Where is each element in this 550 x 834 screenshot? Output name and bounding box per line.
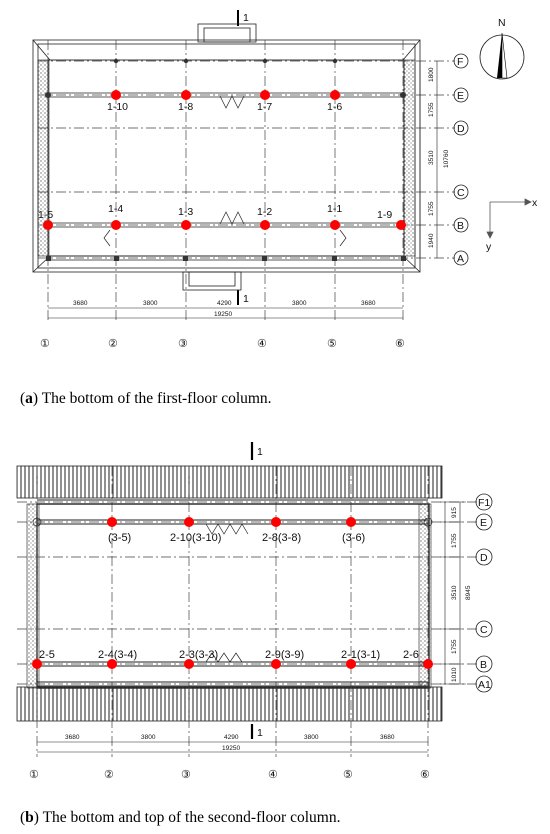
dim-right-2: 1755 <box>428 102 435 117</box>
section-mark-bottom-label: 1 <box>243 293 249 305</box>
measurement-points-first-floor <box>43 90 406 230</box>
section-mark-bottom-label: 1 <box>257 727 263 739</box>
label-2-4: 2-4(3-4) <box>98 649 138 661</box>
dim-right-4: 1755 <box>451 639 458 654</box>
label-2-1: 2-1(3-1) <box>341 649 381 661</box>
grid-label-A: A <box>457 253 465 265</box>
grid-label-F1: F1 <box>478 497 491 509</box>
point-1-4 <box>111 220 121 230</box>
second-floor-plan-drawing <box>0 432 550 812</box>
grid-number-3: ③ <box>181 769 191 781</box>
north-arrow-icon <box>480 33 524 79</box>
point-labels-second-floor <box>39 532 419 661</box>
span-3: 4290 <box>217 300 232 307</box>
label-1-6: 1-6 <box>327 101 343 113</box>
label-1-8: 1-8 <box>178 101 194 113</box>
grid-label-D: D <box>457 123 465 135</box>
label-1-5: 1-5 <box>38 209 54 221</box>
grid-number-6: ⑥ <box>395 338 405 350</box>
dim-right-1: 915 <box>451 507 458 518</box>
grid-number-5: ⑤ <box>327 338 337 350</box>
point-2-6 <box>423 659 433 669</box>
caption-a: (a) The bottom of the first-floor column. <box>20 390 272 407</box>
grid-number-4: ④ <box>257 338 267 350</box>
dim-right-1: 1800 <box>428 67 435 82</box>
span-2: 3800 <box>141 734 156 741</box>
grid-label-B: B <box>457 220 465 232</box>
span-5: 3680 <box>361 300 376 307</box>
label-2-9: 2-9(3-9) <box>265 649 305 661</box>
grid-label-D: D <box>480 552 488 564</box>
grid-number-4: ④ <box>268 769 278 781</box>
span-1: 3680 <box>65 734 80 741</box>
label-2-3: 2-3(3-3) <box>179 649 219 661</box>
section-mark-top-label: 1 <box>257 446 263 458</box>
grid-number-6: ⑥ <box>420 769 430 781</box>
vertical-grid-lines <box>48 40 403 320</box>
point-1-10 <box>111 90 121 100</box>
door-swings <box>206 524 248 662</box>
point-1-5 <box>43 220 53 230</box>
grid-label-E: E <box>457 90 465 102</box>
grid-label-B: B <box>480 659 488 671</box>
horizontal-grid-lines <box>38 61 455 258</box>
beams <box>48 93 403 260</box>
dim-right-5: 1940 <box>428 233 435 248</box>
point-1-3 <box>181 220 191 230</box>
point-1-8 <box>181 90 191 100</box>
dim-right-total: 10760 <box>443 149 450 168</box>
label-1-3: 1-3 <box>178 206 194 218</box>
label-1-4: 1-4 <box>108 203 124 215</box>
dim-right-5: 1010 <box>451 667 458 682</box>
dim-right-4: 1755 <box>428 201 435 216</box>
span-4: 3800 <box>292 300 307 307</box>
point-1-7 <box>260 90 270 100</box>
south-porch <box>183 272 241 290</box>
roof-tiles-south <box>17 687 442 721</box>
point-1-6 <box>330 90 340 100</box>
point-3-6 <box>346 517 356 527</box>
span-1: 3680 <box>73 300 88 307</box>
grid-number-2: ② <box>108 338 118 350</box>
point-2-8 <box>271 517 281 527</box>
point-labels-first-floor <box>38 101 392 221</box>
roof-tiles-north <box>17 466 442 498</box>
x-axis-label: x <box>532 197 538 209</box>
grid-label-F: F <box>457 56 464 68</box>
grid-letter-bubbles <box>454 54 468 265</box>
grid-label-C: C <box>480 624 488 636</box>
first-floor-plan-drawing <box>0 0 550 378</box>
north-label: N <box>498 17 506 29</box>
label-1-1: 1-1 <box>327 203 343 215</box>
span-total: 19250 <box>222 745 241 752</box>
point-1-2 <box>260 220 270 230</box>
y-axis-label: y <box>486 241 492 253</box>
north-porch <box>198 24 256 42</box>
label-2-8: 2-8(3-8) <box>262 532 302 544</box>
dim-right-2: 1755 <box>451 533 458 548</box>
point-1-1 <box>330 220 340 230</box>
span-5: 3680 <box>380 734 395 741</box>
point-2-10 <box>184 517 194 527</box>
label-3-6: (3-6) <box>342 532 366 544</box>
grid-label-C: C <box>457 187 465 199</box>
label-3-5: (3-5) <box>108 532 132 544</box>
point-1-9 <box>396 220 406 230</box>
roof-outline <box>33 40 420 272</box>
point-3-5 <box>107 517 117 527</box>
label-2-6: 2-6 <box>403 649 419 661</box>
caption-b: (b) The bottom and top of the second-floor column. <box>20 809 341 826</box>
second-floor-plan <box>0 432 550 812</box>
dim-right-3: 3510 <box>451 585 458 600</box>
minor-columns <box>45 59 406 261</box>
dim-right-total: 8945 <box>465 585 472 600</box>
caption-a-letter: a <box>25 390 33 407</box>
coordinate-axes-icon <box>487 199 531 238</box>
span-2: 3800 <box>143 300 158 307</box>
grid-number-2: ② <box>104 769 114 781</box>
grid-number-1: ① <box>40 338 50 350</box>
label-1-2: 1-2 <box>257 206 273 218</box>
measurement-points-second-floor <box>32 517 433 669</box>
grid-label-A1: A1 <box>478 679 491 691</box>
span-4: 3800 <box>304 734 319 741</box>
span-3: 4290 <box>224 734 239 741</box>
caption-b-text: The bottom and top of the second-floor column. <box>38 809 341 826</box>
label-1-9: 1-9 <box>377 209 393 221</box>
label-2-10: 2-10(3-10) <box>170 532 222 544</box>
caption-b-letter: b <box>25 809 34 826</box>
span-total: 19250 <box>214 311 233 318</box>
dim-right-3: 3510 <box>428 150 435 165</box>
grid-number-3: ③ <box>178 338 188 350</box>
label-2-5: 2-5 <box>39 649 55 661</box>
grid-number-5: ⑤ <box>343 769 353 781</box>
grid-number-1: ① <box>29 769 39 781</box>
door-swings <box>104 96 346 246</box>
caption-a-text: The bottom of the first-floor column. <box>38 390 272 407</box>
label-1-10: 1-10 <box>107 101 129 113</box>
section-mark-top-label: 1 <box>243 12 249 24</box>
grid-label-E: E <box>480 517 488 529</box>
first-floor-plan <box>0 0 550 378</box>
label-1-7: 1-7 <box>257 101 273 113</box>
